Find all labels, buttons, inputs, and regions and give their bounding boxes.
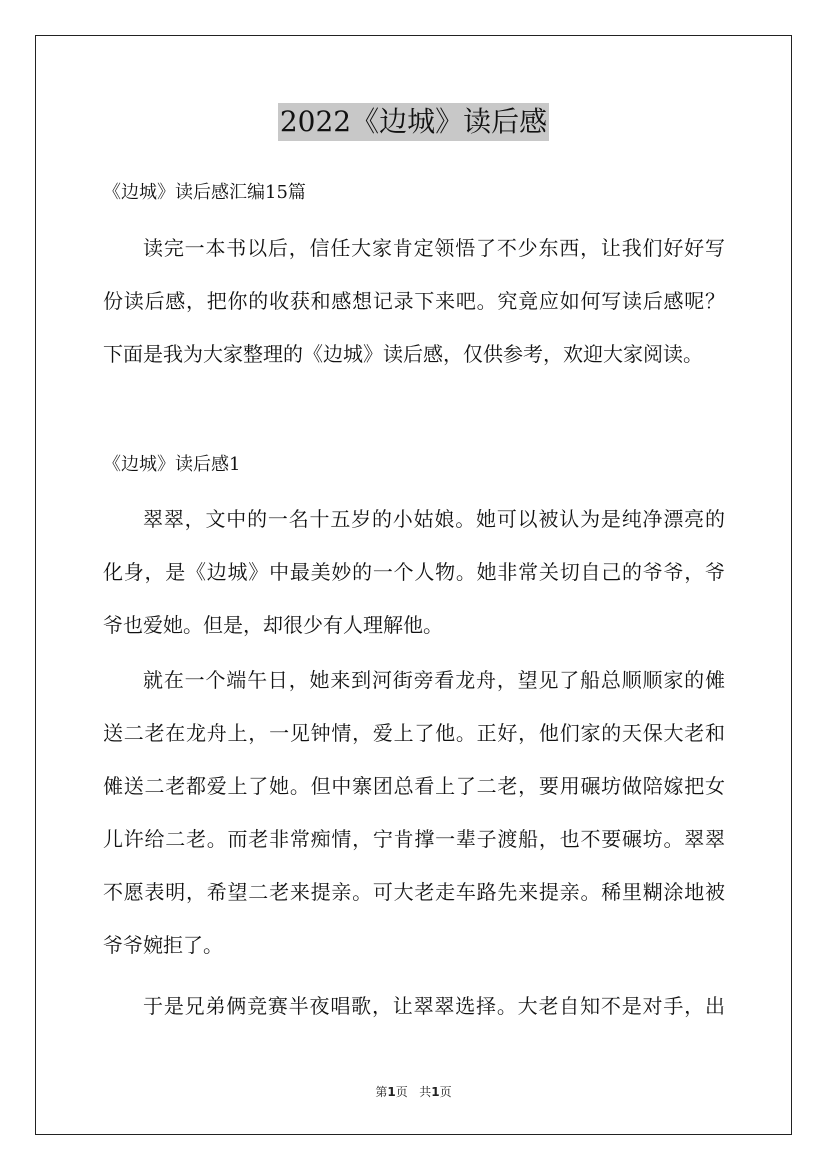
paragraph-line: 不愿表明，希望二老来提亲。可大老走车路先来提亲。稀里糊涂地被 <box>103 880 725 904</box>
paragraph-line: 送二老在龙舟上，一见钟情，爱上了他。正好，他们家的天保大老和 <box>103 721 725 745</box>
paragraph-line: 翠翠，文中的一名十五岁的小姑娘。她可以被认为是纯净漂亮的 <box>143 507 725 531</box>
total-unit: 页 <box>439 1085 452 1099</box>
paragraph-line: 傩送二老都爱上了她。但中寨团总看上了二老，要用碾坊做陪嫁把女 <box>103 774 725 798</box>
paragraph-line: 爷也爱她。但是，却很少有人理解他。 <box>103 613 443 637</box>
page-footer <box>0 1083 827 1100</box>
document-title: 2022《边城》读后感 <box>278 103 549 141</box>
paragraph-3 <box>103 980 725 1033</box>
paragraph-line: 爷爷婉拒了。 <box>103 933 223 957</box>
title-container <box>0 103 827 141</box>
document-subtitle: 《边城》读后感汇编15篇 <box>103 182 306 203</box>
paragraph-line: 化身，是《边城》中最美妙的一个人物。她非常关切自己的爷爷，爷 <box>103 560 725 584</box>
total-label: 共 <box>419 1085 432 1099</box>
page-unit: 页 <box>395 1085 408 1099</box>
paragraph-line: 读完一本书以后，信任大家肯定领悟了不少东西，让我们好好写 <box>143 236 725 260</box>
intro-paragraph <box>103 222 725 381</box>
page-number: 1 <box>387 1085 396 1099</box>
total-pages: 1 <box>431 1085 440 1099</box>
paragraph-line: 份读后感，把你的收获和感想记录下来吧。究竟应如何写读后感呢？ <box>103 289 725 313</box>
paragraph-line: 儿许给二老。而老非常痴情，宁肯撑一辈子渡船，也不要碾坊。翠翠 <box>103 827 725 851</box>
section-heading: 《边城》读后感1 <box>103 454 241 475</box>
paragraph-line: 于是兄弟俩竞赛半夜唱歌，让翠翠选择。大老自知不是对手，出 <box>143 994 725 1018</box>
page-label: 第 <box>375 1085 388 1099</box>
paragraph-2 <box>103 654 725 972</box>
paragraph-line: 下面是我为大家整理的《边城》读后感，仅供参考，欢迎大家阅读。 <box>103 342 703 366</box>
paragraph-1 <box>103 493 725 652</box>
paragraph-line: 就在一个端午日，她来到河街旁看龙舟，望见了船总顺顺家的傩 <box>143 668 725 692</box>
